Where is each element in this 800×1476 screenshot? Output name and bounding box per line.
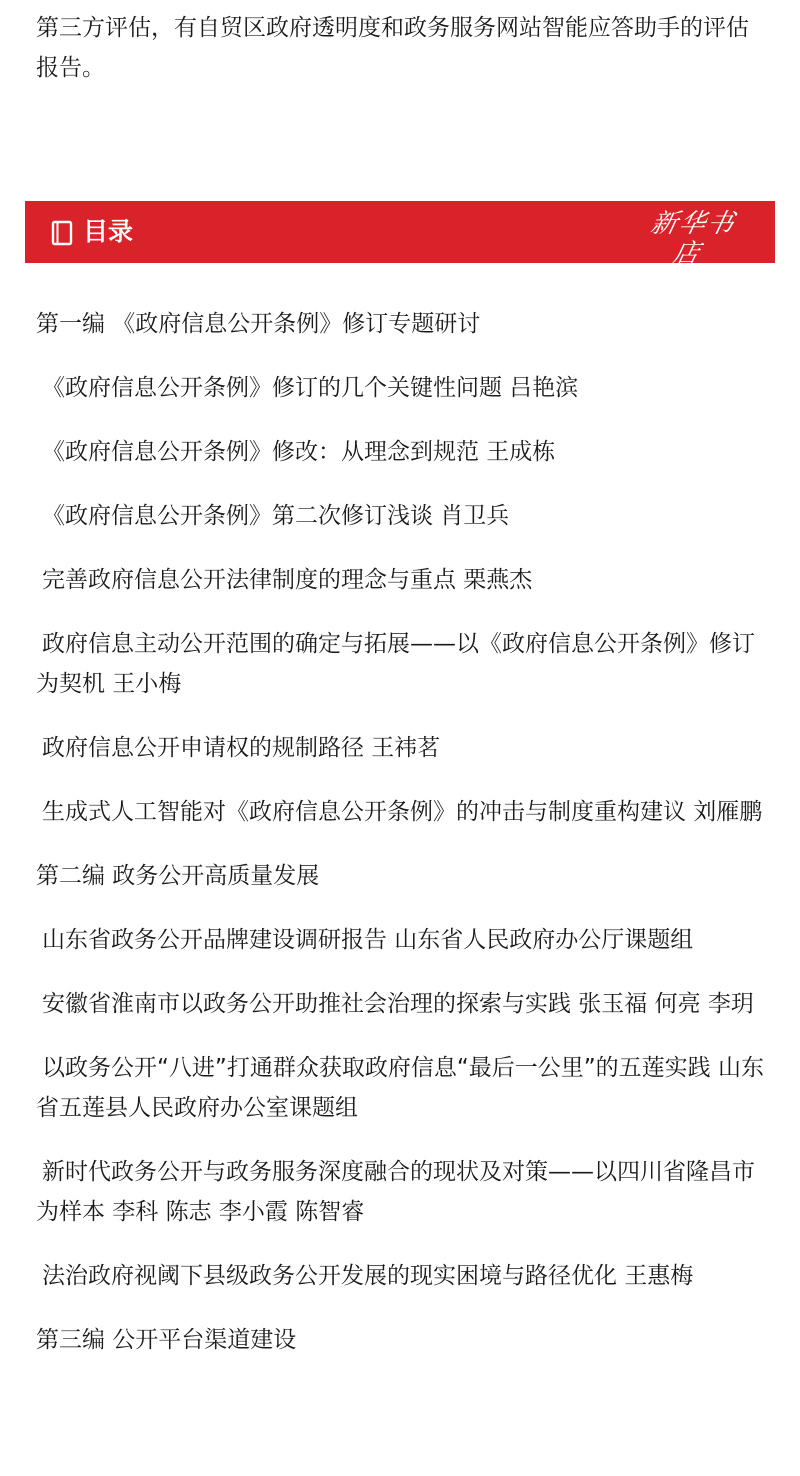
toc-article: 政府信息主动公开范围的确定与拓展——以《政府信息公开条例》修订为契机 王小梅 [36,631,755,697]
toc-section-heading: 第三编 公开平台渠道建设 [36,1327,297,1353]
logo-subtitle: XINHUA BOOKSTORE [643,270,737,278]
logo-script: 新华书店 [647,209,739,269]
toc-article: 新时代政务公开与政务服务深度融合的现状及对策——以四川省隆昌市为样本 李科 陈志 李小霞 陈智睿 [36,1159,755,1225]
toc-section-heading: 第一编 《政府信息公开条例》修订专题研讨 [36,311,481,337]
toc-article: 《政府信息公开条例》修订的几个关键性问题 吕艳滨 [42,375,579,401]
toc-banner [25,201,775,278]
toc-title: 目录 [83,217,134,246]
toc-article: 安徽省淮南市以政务公开助推社会治理的探索与实践 张玉福 何亮 李玥 [42,991,754,1017]
toc-article: 山东省政务公开品牌建设调研报告 山东省人民政府办公厅课题组 [42,927,694,953]
toc-article: 政府信息公开申请权的规制路径 王祎茗 [42,735,441,761]
xinhua-bookstore-logo [635,209,745,279]
toc-article: 《政府信息公开条例》修改：从理念到规范 王成栋 [42,439,556,465]
toc-article: 以政务公开“八进”打通群众获取政府信息“最后一公里”的五莲实践 山东省五莲县人民政府办公室课题组 [36,1055,764,1121]
toc-article: 生成式人工智能对《政府信息公开条例》的冲击与制度重构建议 刘雁鹏 [42,799,763,825]
toc-article: 法治政府视阈下县级政务公开发展的现实困境与路径优化 王惠梅 [42,1263,694,1289]
book-icon [51,220,73,246]
toc-section-heading: 第二编 政务公开高质量发展 [36,863,320,889]
toc-article: 完善政府信息公开法律制度的理念与重点 栗燕杰 [42,567,533,593]
toc-list [36,304,766,1384]
toc-article: 《政府信息公开条例》第二次修订浅谈 肖卫兵 [42,503,510,529]
intro-paragraph: 第三方评估，有自贸区政府透明度和政务服务网站智能应答助手的评估报告。 [36,15,749,81]
